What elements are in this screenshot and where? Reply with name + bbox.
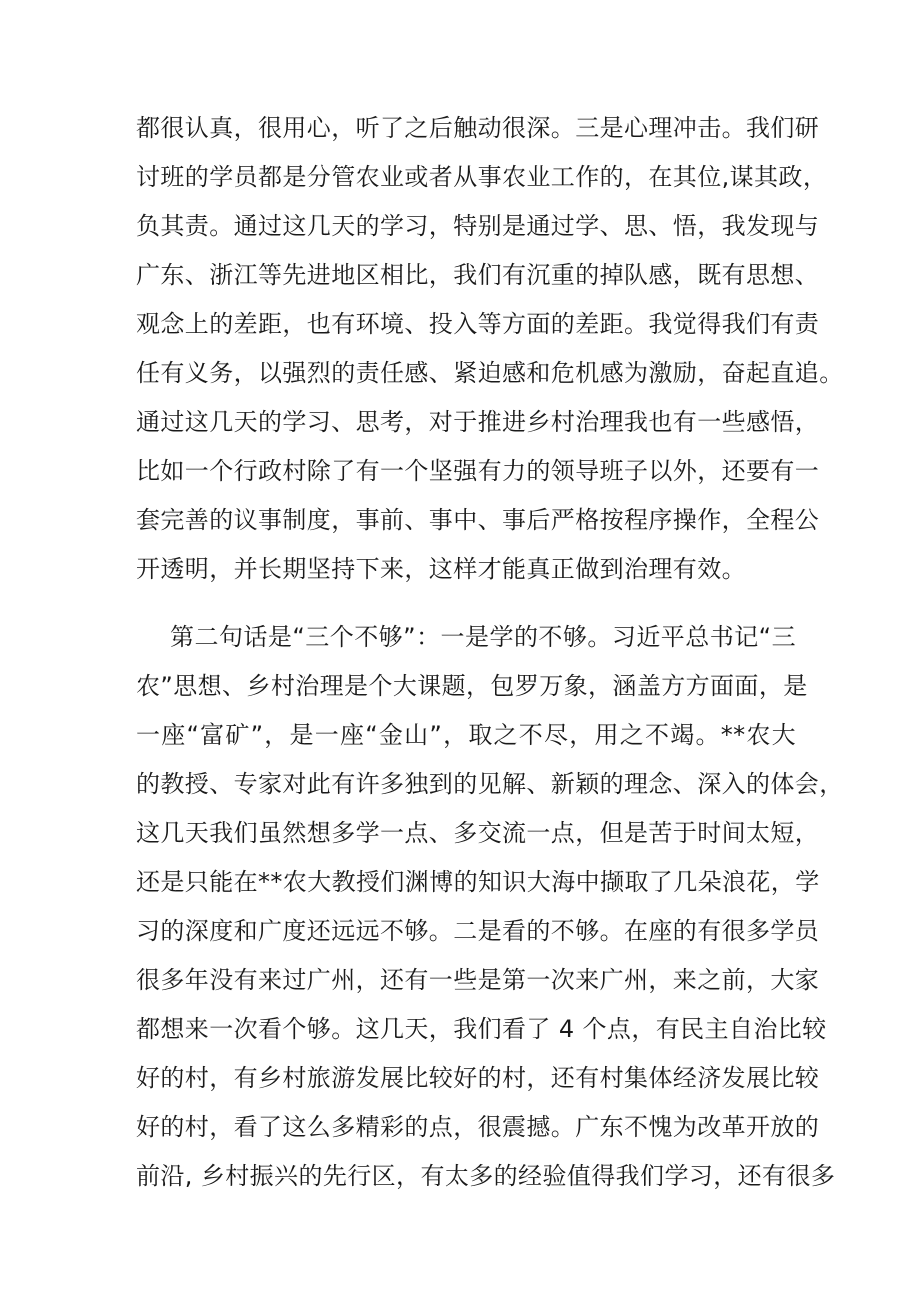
text-line: 前沿, 乡村振兴的先行区，有太多的经验值得我们学习，还有很多 [136,1162,836,1190]
text-line: 观念上的差距，也有环境、投入等方面的差距。我觉得我们有责 [136,310,820,338]
paragraph-spacer [136,594,796,613]
body-text [136,104,844,1201]
text-line: 通过这几天的学习、思考，对于推进乡村治理我也有一些感悟， [136,408,820,436]
text-line: 套完善的议事制度，事前、事中、事后严格按程序操作，全程公 [136,506,820,534]
text-line: 好的村，看了这么多精彩的点，很震撼。广东不愧为改革开放的 [136,1113,820,1141]
text-line: 都很认真，很用心，听了之后触动很深。三是心理冲击。我们研 [136,114,820,142]
text-line: 农”思想、乡村治理是个大课题，包罗万象，涵盖方方面面，是 [136,672,808,700]
text-line: 的教授、专家对此有许多独到的见解、新颖的理念、深入的体会， [136,770,844,798]
text-line: 广东、浙江等先进地区相比，我们有沉重的掉队感，既有思想、 [136,261,820,289]
text-line: 第二句话是“三个不够”：一是学的不够。习近平总书记“三 [170,623,796,651]
text-line: 负其责。通过这几天的学习，特别是通过学、思、悟，我发现与 [136,212,820,240]
text-line: 很多年没有来过广州，还有一些是第一次来广州，来之前，大家 [136,966,820,994]
paragraph-1 [136,104,844,594]
text-line: 还是只能在**农大教授们渊博的知识大海中撷取了几朵浪花，学 [136,868,820,896]
text-line: 习的深度和广度还远远不够。二是看的不够。在座的有很多学员 [136,917,820,945]
text-line: 开透明，并长期坚持下来，这样才能真正做到治理有效。 [136,555,746,583]
text-line: 一座“富矿”，是一座“金山”，取之不尽，用之不竭。**农大 [136,721,796,749]
text-line: 好的村，有乡村旅游发展比较好的村，还有村集体经济发展比较 [136,1064,820,1092]
text-line: 比如一个行政村除了有一个坚强有力的领导班子以外，还要有一 [136,457,820,485]
text-line: 讨班的学员都是分管农业或者从事农业工作的，在其位,谋其政， [136,163,828,191]
text-line: 任有义务，以强烈的责任感、紧迫感和危机感为激励，奋起直追。 [136,359,844,387]
text-line: 都想来一次看个够。这几天，我们看了 4 个点，有民主自治比较 [136,1015,827,1043]
text-line: 这几天我们虽然想多学一点、多交流一点，但是苦于时间太短， [136,819,820,847]
paragraph-2 [136,613,844,1201]
